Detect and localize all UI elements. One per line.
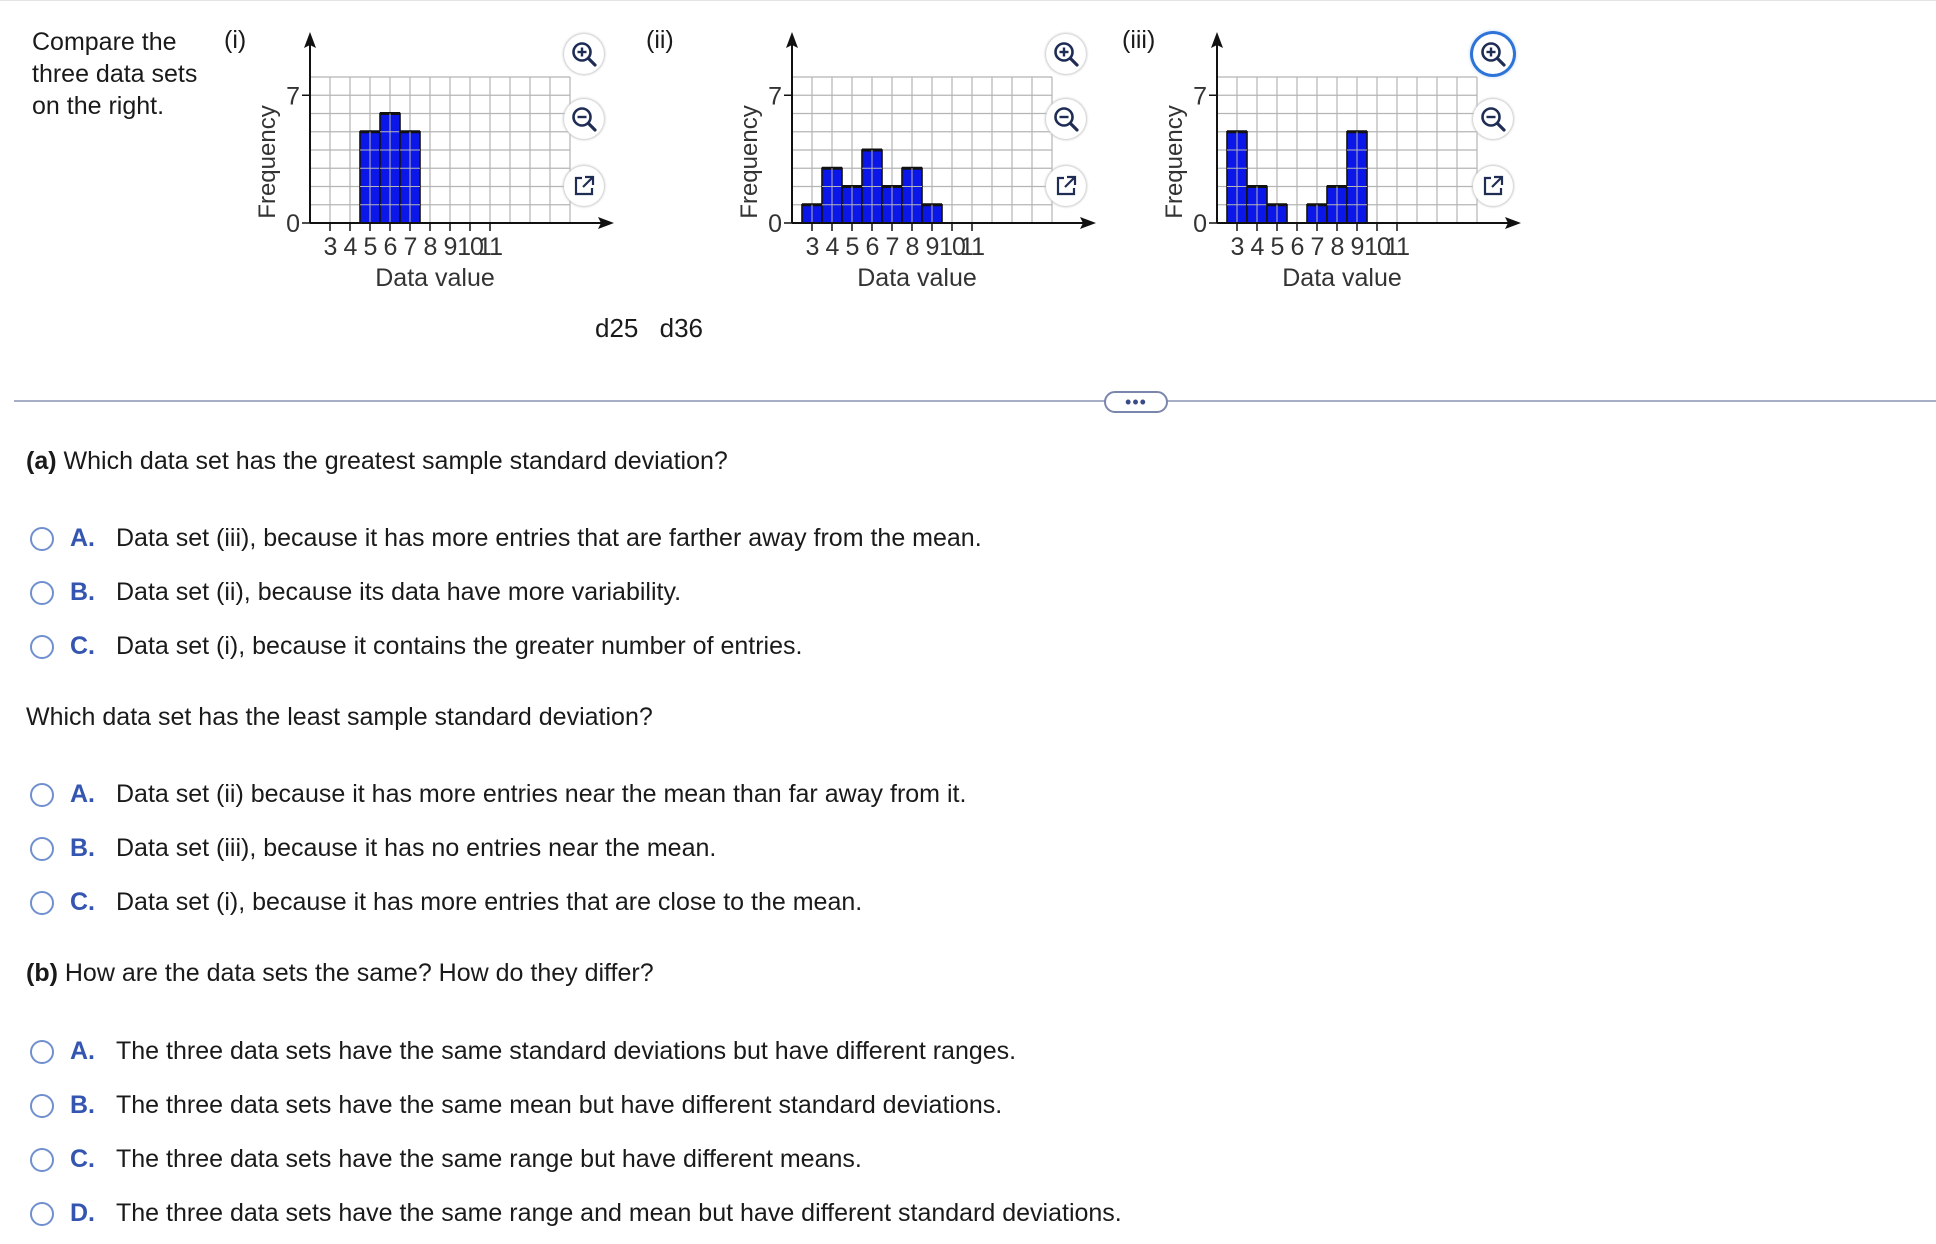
- radio-button[interactable]: [30, 891, 54, 915]
- zoom-out-button-ii[interactable]: [1046, 99, 1086, 139]
- y-tick-label: 7: [1193, 82, 1207, 111]
- radio-button[interactable]: [30, 783, 54, 807]
- set-label-iii: (iii): [1122, 26, 1156, 54]
- set-label-ii: (ii): [646, 26, 674, 54]
- zoom-out-icon: [1052, 105, 1080, 133]
- x-tick-label: 6: [383, 233, 397, 261]
- x-tick-label: 4: [343, 233, 357, 261]
- zoom-in-icon: [570, 40, 598, 68]
- x-tick-label: 8: [1330, 233, 1344, 261]
- x-tick-label: 4: [825, 233, 839, 261]
- x-tick-label: 10: [457, 233, 483, 261]
- question-b-prefix: (b): [26, 959, 58, 987]
- x-tick-label: 8: [423, 233, 437, 261]
- popout-icon: [1480, 173, 1506, 199]
- radio-button[interactable]: [30, 1040, 54, 1064]
- top-border: [0, 0, 1936, 1]
- option-letter: C.: [70, 632, 95, 660]
- radio-button[interactable]: [30, 527, 54, 551]
- x-axis-label: Data value: [375, 264, 495, 292]
- option-text: Data set (ii) because it has more entries near the mean than far away from it.: [116, 780, 967, 808]
- radio-button[interactable]: [30, 1202, 54, 1226]
- instructions: [32, 26, 222, 122]
- zoom-out-icon: [1479, 105, 1507, 133]
- x-tick-label: 8: [905, 233, 919, 261]
- histogram-ii: [737, 30, 1037, 300]
- data-id-2: d36: [659, 313, 704, 343]
- option-text: The three data sets have the same mean but have different standard deviations.: [116, 1091, 1003, 1119]
- radio-button[interactable]: [30, 1148, 54, 1172]
- question-a: [26, 447, 728, 476]
- option-b-D[interactable]: [30, 1199, 1122, 1228]
- option-letter: C.: [70, 1145, 95, 1173]
- option-text: The three data sets have the same range but have different means.: [116, 1145, 862, 1173]
- x-tick-label: 11: [1385, 233, 1409, 261]
- y-axis-label: Frequency: [736, 105, 763, 219]
- x-tick-label: 3: [805, 233, 819, 261]
- y-tick-label: 7: [768, 82, 782, 111]
- option-text: Data set (iii), because it has no entries near the mean.: [116, 834, 717, 862]
- data-id-1: d25: [595, 313, 639, 343]
- x-tick-label: 11: [478, 233, 502, 261]
- question-a2: Which data set has the least sample standard deviation?: [26, 703, 653, 731]
- instructions-line-2: three data sets: [32, 60, 198, 88]
- option-letter: A.: [70, 780, 95, 808]
- option-b-C[interactable]: [30, 1145, 862, 1174]
- popout-icon: [571, 173, 597, 199]
- y-tick-label: 0: [768, 210, 782, 238]
- histogram-i: [255, 30, 555, 300]
- y-tick-label: 0: [1193, 210, 1207, 238]
- x-tick-label: 9: [1350, 233, 1364, 261]
- popout-button-i[interactable]: [564, 166, 604, 206]
- zoom-in-button-i[interactable]: [564, 34, 604, 74]
- x-tick-label: 3: [323, 233, 337, 261]
- question-b-text: How are the data sets the same? How do they differ?: [57, 959, 654, 987]
- zoom-in-icon: [1479, 40, 1507, 68]
- x-tick-label: 7: [403, 233, 417, 261]
- option-text: The three data sets have the same range and mean but have different standard deviations.: [116, 1199, 1122, 1227]
- x-tick-label: 10: [939, 233, 965, 261]
- option-text: Data set (ii), because its data have more variability.: [116, 578, 682, 606]
- zoom-out-icon: [570, 105, 598, 133]
- popout-button-ii[interactable]: [1046, 166, 1086, 206]
- option-text: Data set (i), because it contains the greater number of entries.: [116, 632, 803, 660]
- x-tick-label: 6: [865, 233, 879, 261]
- y-tick-label: 0: [286, 210, 300, 238]
- option-letter: A.: [70, 524, 95, 552]
- x-tick-label: 5: [363, 233, 377, 261]
- zoom-in-button-ii[interactable]: [1046, 34, 1086, 74]
- question-b: [26, 959, 654, 988]
- instructions-line-3: on the right.: [32, 92, 165, 120]
- option-a1-A[interactable]: [30, 524, 982, 553]
- option-text: The three data sets have the same standard deviations but have different ranges.: [116, 1037, 1017, 1065]
- radio-button[interactable]: [30, 837, 54, 861]
- x-tick-label: 11: [960, 233, 984, 261]
- data-identifiers: [595, 313, 717, 344]
- section-divider: [14, 400, 1936, 402]
- y-tick-label: 7: [286, 82, 300, 111]
- option-b-A[interactable]: [30, 1037, 1016, 1066]
- radio-button[interactable]: [30, 1094, 54, 1118]
- x-tick-label: 7: [885, 233, 899, 261]
- set-label-i: (i): [224, 26, 247, 54]
- option-letter: B.: [70, 834, 95, 862]
- x-tick-label: 9: [925, 233, 939, 261]
- option-text: Data set (i), because it has more entries that are close to the mean.: [116, 888, 863, 916]
- question-a-prefix: (a): [26, 447, 57, 475]
- zoom-out-button-iii[interactable]: [1473, 99, 1513, 139]
- x-axis-label: Data value: [857, 264, 977, 292]
- popout-button-iii[interactable]: [1473, 166, 1513, 206]
- option-letter: C.: [70, 888, 95, 916]
- y-axis-label: Frequency: [254, 105, 281, 219]
- x-tick-label: 5: [1270, 233, 1284, 261]
- x-tick-label: 7: [1310, 233, 1324, 261]
- y-axis-label: Frequency: [1161, 105, 1188, 219]
- option-letter: D.: [70, 1199, 95, 1227]
- option-letter: B.: [70, 1091, 95, 1119]
- option-b-B[interactable]: [30, 1091, 1002, 1120]
- radio-button[interactable]: [30, 635, 54, 659]
- option-a2-C[interactable]: [30, 888, 862, 917]
- popout-icon: [1053, 173, 1079, 199]
- x-tick-label: 6: [1290, 233, 1304, 261]
- option-a2-A[interactable]: [30, 780, 966, 809]
- x-tick-label: 5: [845, 233, 859, 261]
- instructions-line-1: Compare the: [32, 28, 177, 56]
- radio-button[interactable]: [30, 581, 54, 605]
- x-tick-label: 3: [1230, 233, 1244, 261]
- option-a2-B[interactable]: [30, 834, 716, 863]
- zoom-in-button-iii[interactable]: [1473, 34, 1513, 74]
- option-letter: B.: [70, 578, 95, 606]
- option-a1-C[interactable]: [30, 632, 802, 661]
- x-axis-label: Data value: [1282, 264, 1402, 292]
- option-letter: A.: [70, 1037, 95, 1065]
- zoom-in-icon: [1052, 40, 1080, 68]
- question-a-text: Which data set has the greatest sample standard deviation?: [56, 447, 728, 475]
- x-tick-label: 10: [1364, 233, 1390, 261]
- zoom-out-button-i[interactable]: [564, 99, 604, 139]
- option-a1-B[interactable]: [30, 578, 681, 607]
- histogram-iii: [1162, 30, 1462, 300]
- option-text: Data set (iii), because it has more entries that are farther away from the mean.: [116, 524, 982, 552]
- x-tick-label: 9: [443, 233, 457, 261]
- more-button[interactable]: •••: [1104, 391, 1168, 413]
- x-tick-label: 4: [1250, 233, 1264, 261]
